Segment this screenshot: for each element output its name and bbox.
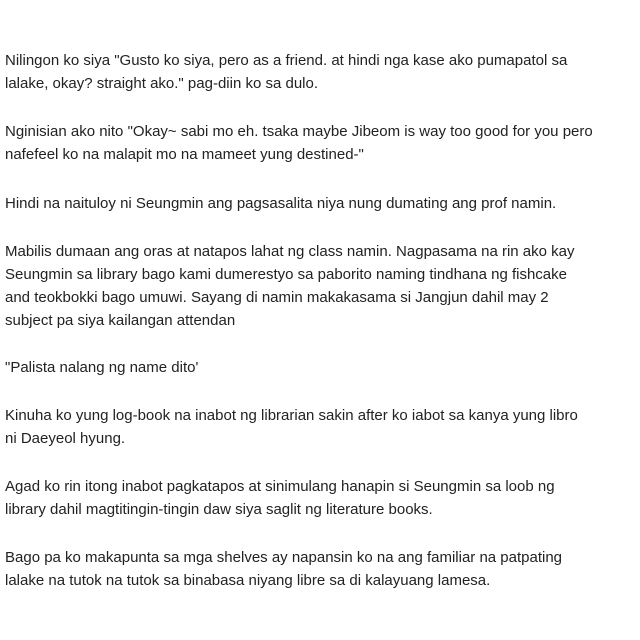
text-line: subject pa siya kailangan attendan — [5, 312, 236, 329]
text-line: lalake na tutok na tutok sa binabasa niyang libre sa di kalayuang lamesa. — [5, 572, 491, 589]
text-line: Mabilis dumaan ang oras at natapos lahat ng class namin. Nagpasama na rin ako kay — [5, 243, 575, 260]
text-line: library dahil magtitingin-tingin daw siya saglit ng literature books. — [5, 501, 433, 518]
paragraph — [5, 240, 640, 332]
paragraph — [5, 49, 640, 95]
text-line: Seungmin sa library bago kami dumerestyo sa paborito naming tindhana ng fishcake — [5, 266, 567, 283]
text-line: Nilingon ko siya "Gusto ko siya, pero as a friend. at hindi nga kase ako pumapatol sa — [5, 52, 568, 69]
text-line: Bago pa ko makapunta sa mga shelves ay napansin ko na ang familiar na patpating — [5, 549, 563, 566]
paragraph — [5, 475, 640, 521]
text-line: Agad ko rin itong inabot pagkatapos at sinimulang hanapin si Seungmin sa loob ng — [5, 478, 555, 495]
text-line: Kinuha ko yung log-book na inabot ng librarian sakin after ko iabot sa kanya yung libro — [5, 407, 578, 424]
text-line: nafefeel ko na malapit mo na mameet yung destined-" — [5, 146, 364, 163]
text-line: Hindi na naituloy ni Seungmin ang pagsasalita niya nung dumating ang prof namin. — [5, 195, 557, 212]
paragraph — [5, 120, 640, 166]
text-line: ni Daeyeol hyung. — [5, 430, 126, 447]
text-line: "Palista nalang ng name dito' — [5, 359, 199, 376]
text-line: and teokbokki bago umuwi. Sayang di namin makakasama si Jangjun dahil may 2 — [5, 289, 549, 306]
paragraph — [5, 546, 640, 592]
paragraph — [5, 404, 640, 450]
paragraph — [5, 192, 640, 215]
text-line: Nginisian ako nito "Okay~ sabi mo eh. tsaka maybe Jibeom is way too good for you pero — [5, 123, 593, 140]
paragraph — [5, 356, 640, 379]
text-line: lalake, okay? straight ako." pag-diin ko sa dulo. — [5, 75, 319, 92]
